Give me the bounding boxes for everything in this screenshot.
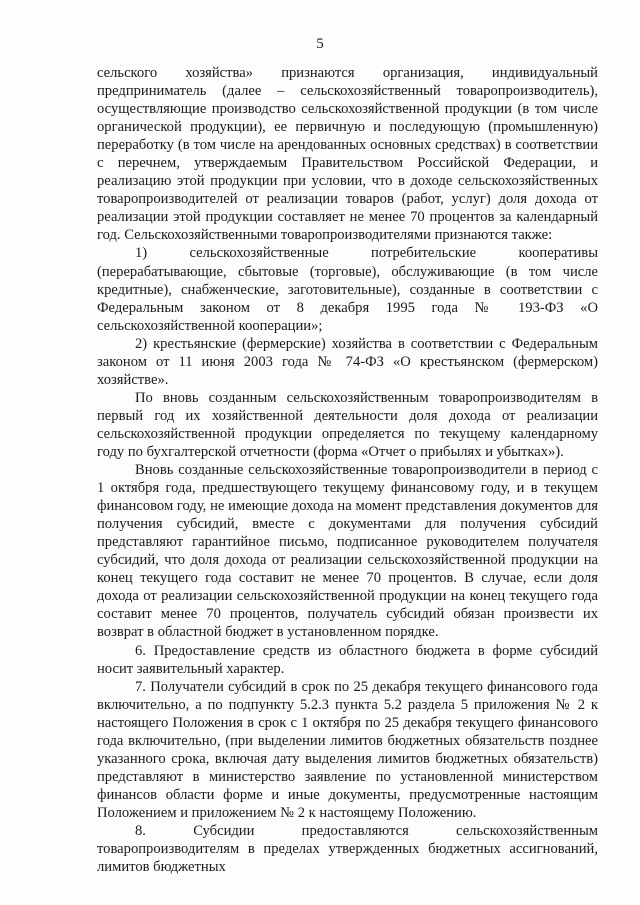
paragraph-clause-6: 6. Предоставление средств из областного бюджета в форме субсидий носит заявительный характер.	[97, 642, 598, 677]
paragraph-item-1-cooperatives: 1) сельскохозяйственные потребительские кооперативы (перерабатывающие, сбытовые (торговые), обслуживающие (в том числе кредитные), снабженческие, заготовительные), созданные в соответствии с Федеральным законом от 8 декабря 1995 года № 193-ФЗ «О сельскохозяйственной кооперации»;	[97, 245, 598, 334]
paragraph-new-producers-first-year: По вновь созданным сельскохозяйственным товаропроизводителям в первый год их хозяйственной деятельности доля дохода от реализации сельскохозяйственной продукции определяется по текущему календарному году по бухгалтерской отчетности (форма «Отчет о прибылях и убытках»).	[97, 389, 598, 460]
paragraph-definition: сельского хозяйства» признаются организация, индивидуальный предприниматель (далее – сельскохозяйственный товаропроизводитель), осуществляющие производство сельскохозяйственной продукции (в том числе органической продукции), ее первичную и последующую (промышленную) переработку (в том числе на арендованных основных средствах) в соответствии с перечнем, утверждаемым Правительством Российской Федерации, и реализацию этой продукции при условии, что в доходе сельскохозяйственных товаропроизводителей от реализации товаров (работ, услуг) доля дохода от реализации этой продукции составляет не менее 70 процентов за календарный год. Сельскохозяйственными товаропроизводителями признаются также:	[97, 65, 598, 244]
document-body	[97, 64, 598, 876]
paragraph-new-producers-guarantee: Вновь созданные сельскохозяйственные товаропроизводители в период с 1 октября года, предшествующего текущему финансовому году, и в текущем финансовом году, не имеющие дохода на момент представления документов для получения субсидий, вместе с документами для получения субсидий представляют гарантийное письмо, подписанное руководителем получателя субсидий, что доля дохода от реализации сельскохозяйственной продукции на конец текущего года составит не менее 70 процентов. В случае, если доля дохода от реализации сельскохозяйственной продукции на конец текущего года составит менее 70 процентов, получатель субсидий обязан произвести их возврат в областной бюджет в установленном порядке.	[97, 462, 598, 641]
paragraph-clause-8: 8. Субсидии предоставляются сельскохозяйственным товаропроизводителям в пределах утвержденных бюджетных ассигнований, лимитов бюджетных	[97, 822, 598, 876]
page-number: 5	[316, 36, 324, 52]
paragraph-item-2-farms: 2) крестьянские (фермерские) хозяйства в соответствии с Федеральным законом от 11 июня 2003 года № 74-ФЗ «О крестьянском (фермерском) хозяйстве».	[97, 335, 598, 388]
paragraph-clause-7: 7. Получатели субсидий в срок по 25 декабря текущего финансового года включительно, а по подпункту 5.2.3 пункта 5.2 раздела 5 приложения № 2 к настоящего Положения в срок с 1 октября по 25 декабря текущего финансового года включительно, (при выделении лимитов бюджетных обязательств позднее указанного срока, включая дату выделения лимитов бюджетных обязательств) представляют в министерство заявление по установленной министерством финансов области форме и иные документы, предусмотренные настоящим Положением и приложением № 2 к настоящему Положению.	[97, 678, 598, 821]
